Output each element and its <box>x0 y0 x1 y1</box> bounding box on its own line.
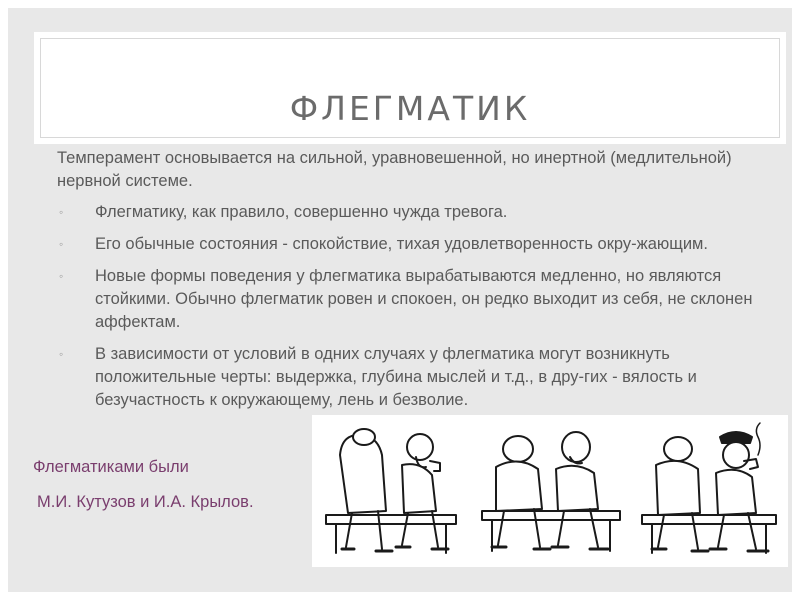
intro-text: Темперамент основывается на сильной, уравновешенной, но инертной (медлительной) нервной системе. <box>57 149 732 190</box>
bullet-marker: ◦ <box>59 237 64 251</box>
bullet-item <box>57 343 757 412</box>
bullet-marker: ◦ <box>59 347 64 361</box>
slide-body <box>57 147 757 421</box>
slide-title: ФЛЕГМАТИК <box>289 89 531 128</box>
caption-line-2: М.И. Кутузов и И.А. Крылов. <box>37 493 254 511</box>
cartoon-men-on-bench-icon <box>312 415 788 567</box>
cartoon-panel-2 <box>482 432 620 551</box>
cartoon-panel-3 <box>642 423 776 553</box>
bullet-item <box>57 233 757 256</box>
bullet-text: Новые формы поведения у флегматика вырабатываются медленно, но являются стойкими. Обычно флегматик ровен и спокоен, он редко выходит из себя, не склонен аффектам. <box>95 267 753 331</box>
title-band <box>34 32 786 144</box>
bullet-text: Флегматику, как правило, совершенно чужда тревога. <box>95 203 508 221</box>
bullet-marker: ◦ <box>59 205 64 219</box>
bullet-text: Его обычные состояния - спокойствие, тихая удовлетворенность окру-жающим. <box>95 235 708 253</box>
bullet-marker: ◦ <box>59 269 64 283</box>
bullet-item <box>57 201 757 224</box>
bullet-item <box>57 265 757 334</box>
bullet-list <box>57 201 757 412</box>
bullet-text: В зависимости от условий в одних случаях у флегматика могут возникнуть положительные черты: выдержка, глубина мыслей и т.д., в дру-гих - вялость и безучастность к окружающему, лень и безволие. <box>95 345 697 409</box>
caption-line-1: Флегматиками были <box>33 458 189 476</box>
cartoon-panel-1 <box>326 429 456 553</box>
